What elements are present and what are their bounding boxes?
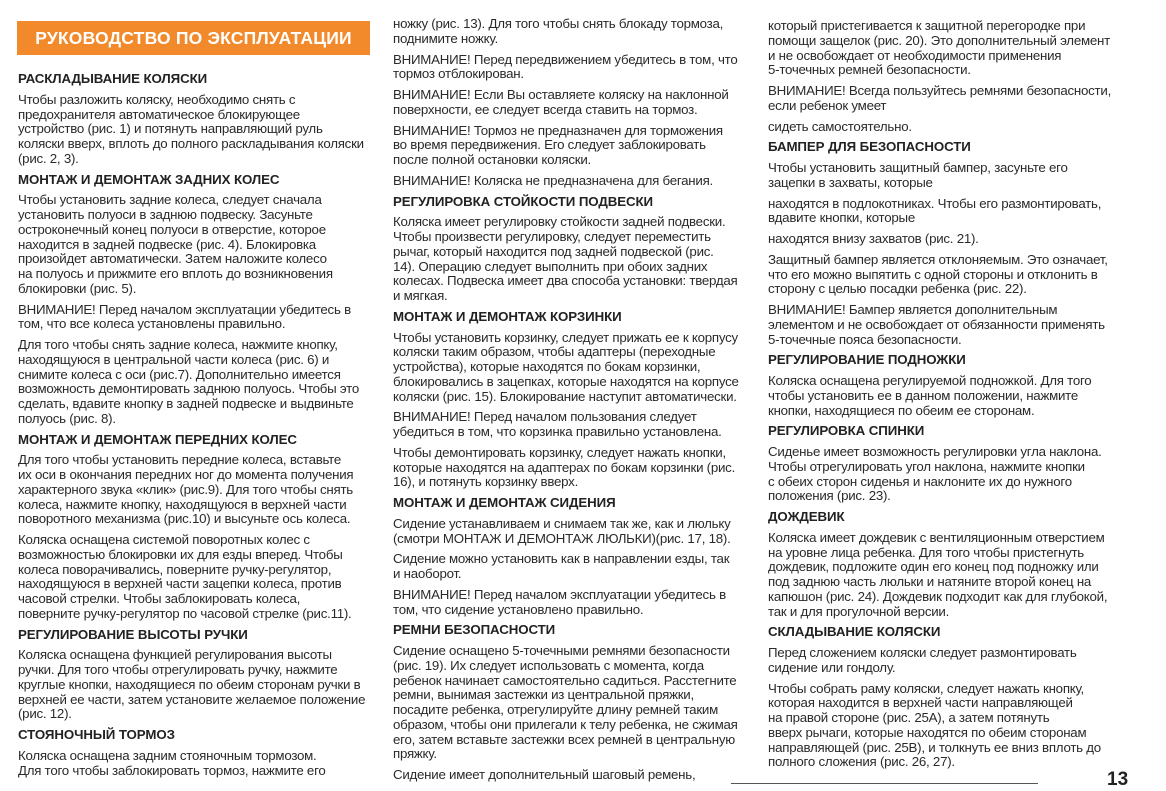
paragraph: Сидение устанавливаем и снимаем так же, как и люльку (смотри МОНТАЖ И ДЕМОНТАЖ ЛЮЛЬКИ)(рис. 17, 18). bbox=[393, 515, 731, 546]
section-banner bbox=[17, 21, 370, 55]
paragraph: Чтобы демонтировать корзинку, следует нажать кнопки, которые находятся на адаптерах по бокам корзинки (рис. 16), и потянуть корзинку вверх. bbox=[393, 444, 736, 490]
section-heading: РЕГУЛИРОВАНИЕ ВЫСОТЫ РУЧКИ bbox=[18, 626, 248, 642]
paragraph: Защитный бампер является отклоняемым. Это означает, что его можно выпятить с одной стороны и отклонить в сторону с целью посадки ребенка (рис. 22). bbox=[768, 251, 1108, 297]
paragraph: Сиденье имеет возможность регулировки угла наклона. Чтобы отрегулировать угол наклона, нажмите кнопки с обеих сторон сиденья и наклоните их до нужного положения (рис. 23). bbox=[768, 444, 1102, 504]
paragraph: Коляска оснащена системой поворотных колес с возможностью блокировки их для езды вперед. Чтобы колеса поворачивались, поверните ручку-регулятор, находящуюся в верхней части зацепки колеса, против часовой стрелки. Чтобы заблокировать колеса, поверните ручку-регулятор по часовой стрелке (рис.11). bbox=[18, 532, 352, 621]
section-heading: РЕГУЛИРОВКА СПИНКИ bbox=[768, 423, 925, 439]
text-column-1 bbox=[18, 72, 390, 784]
page-number: 13 bbox=[1107, 769, 1129, 790]
paragraph: Коляска имеет регулировку стойкости задней подвески. Чтобы произвести регулировку, следует переместить рычаг, который находится под задней подвеской (рис. 14). Операцию следует выполнить при обоих задних колесах. Подвеска имеет два способа установки: твердая и мягкая. bbox=[393, 214, 738, 303]
section-heading: СТОЯНОЧНЫЙ ТОРМОЗ bbox=[18, 727, 175, 742]
paragraph: ножку (рис. 13). Для того чтобы снять блокаду тормоза, поднимите ножку. bbox=[393, 16, 724, 46]
text-column-3 bbox=[768, 19, 1140, 776]
paragraph: ВНИМАНИЕ! Перед началом пользования следует убедиться в том, что корзинка правильно установлена. bbox=[393, 409, 722, 439]
section-heading: МОНТАЖ И ДЕМОНТАЖ ЗАДНИХ КОЛЕС bbox=[18, 171, 280, 187]
paragraph: Сидение имеет дополнительный шаговый ремень, bbox=[393, 767, 696, 782]
paragraph: Сидение можно установить как в направлении езды, так и наоборот. bbox=[393, 551, 730, 581]
paragraph: ВНИМАНИЕ! Если Вы оставляете коляску на наклонной поверхности, ее следует всегда ставить на тормоз. bbox=[393, 87, 729, 117]
section-heading: МОНТАЖ И ДЕМОНТАЖ ПЕРЕДНИХ КОЛЕС bbox=[18, 431, 297, 447]
section-heading: РАСКЛАДЫВАНИЕ КОЛЯСКИ bbox=[18, 71, 208, 86]
paragraph: Чтобы разложить коляску, необходимо снять с предохранителя автоматическое блокирующее устройство (рис. 1) и потянуть направляющий руль коляски вверх, вплоть до полного раскладывания коляски (рис. 2, 3). bbox=[18, 91, 364, 166]
paragraph: сидеть самостоятельно. bbox=[768, 118, 912, 134]
paragraph: Коляска имеет дождевик с вентиляционным отверстием на уровне лица ребенка. Для того чтобы пристегнуть дождевик, подложите один его конец под подножку или под заднюю часть люльки и натяните второй конец на капюшон (рис. 24). Дождевик подходит как для глубокой, так и для прогулочной версии. bbox=[768, 529, 1108, 619]
section-heading: МОНТАЖ И ДЕМОНТАЖ КОРЗИНКИ bbox=[393, 308, 622, 324]
section-heading: РЕГУЛИРОВАНИЕ ПОДНОЖКИ bbox=[768, 352, 966, 368]
section-heading: РЕМНИ БЕЗОПАСНОСТИ bbox=[393, 622, 556, 638]
paragraph: ВНИМАНИЕ! Всегда пользуйтесь ремнями безопасности, если ребенок умеет bbox=[768, 83, 1112, 113]
paragraph: Сидение оснащено 5-точечными ремнями безопасности (рис. 19). Их следует использовать с момента, когда ребенок начинает самостоятельно садиться. Расстегните ремни, вынимая застежки из центральной пряжки, посадите ребенка, отрегулируйте длину ремней таким образом, чтобы они прилегали к телу ребенка, не сжимая его, затем вставьте застежки всех ремней в центральную пряжку. bbox=[393, 643, 738, 762]
section-heading: СКЛАДЫВАНИЕ КОЛЯСКИ bbox=[768, 624, 941, 640]
paragraph: Чтобы установить задние колеса, следует сначала установить полуоси в заднюю подвеску. Засуньте остроконечный конец полуоси в отверстие, которое находится в задней подвеске (рис. 4). Блокировка произойдет автоматически. Затем наложите колесо на полуось и прижмите его вплоть до возникновения блокировки (рис. 5). bbox=[18, 192, 333, 296]
paragraph: Чтобы собрать раму коляски, следует нажать кнопку, которая находится в верхней части направляющей на правой стороне (рис. 25А), а затем потянуть вверх рычаги, которые находятся по обеим сторонам направляющей (рис. 25В), и толкнуть ее вниз вплоть до полного сложения (рис. 26, 27). bbox=[768, 680, 1101, 770]
paragraph: Коляска оснащена регулируемой подножкой. Для того чтобы установить ее в данном положении, нажмите кнопки, находящиеся по обеим ее сторонам. bbox=[768, 373, 1092, 418]
page-title: РУКОВОДСТВО ПО ЭКСПЛУАТАЦИИ bbox=[35, 27, 352, 48]
paragraph: Перед сложением коляски следует размонтировать сидение или гондолу. bbox=[768, 645, 1077, 675]
section-heading: РЕГУЛИРОВКА СТОЙКОСТИ ПОДВЕСКИ bbox=[393, 193, 653, 209]
section-heading: ДОЖДЕВИК bbox=[768, 509, 845, 524]
paragraph: ВНИМАНИЕ! Коляска не предназначена для бегания. bbox=[393, 172, 713, 188]
paragraph: Чтобы установить корзинку, следует прижать ее к корпусу коляски таким образом, чтобы адаптеры (переходные устройства), которые находятся по бокам корзинки, блокировались в зацепках, которые находятся на корпусе коляски (рис. 15). Блокирование наступит автоматически. bbox=[393, 329, 739, 404]
paragraph: Чтобы установить защитный бампер, засуньте его зацепки в захваты, которые bbox=[768, 160, 1068, 190]
text-column-2 bbox=[393, 17, 765, 789]
section-heading: БАМПЕР ДЛЯ БЕЗОПАСНОСТИ bbox=[768, 139, 971, 155]
paragraph: ВНИМАНИЕ! Перед началом эксплуатации убедитесь в том, что все колеса установлены правильно. bbox=[18, 301, 351, 332]
paragraph: находятся внизу захватов (рис. 21). bbox=[768, 231, 979, 246]
paragraph: ВНИМАНИЕ! Бампер является дополнительным элементом и не освобождает от обязанности применять 5-точечные пояса безопасности. bbox=[768, 302, 1105, 347]
paragraph: ВНИМАНИЕ! Перед началом эксплуатации убедитесь в том, что сидение установлено правильно. bbox=[393, 586, 726, 617]
paragraph: ВНИМАНИЕ! Тормоз не предназначен для торможения во время передвижения. Его следует заблокировать после полной остановки коляски. bbox=[393, 122, 723, 167]
footer-divider bbox=[731, 783, 1038, 784]
paragraph: Для того чтобы снять задние колеса, нажмите кнопку, находящуюся в центральной части колеса (рис. 6) и снимите колеса с оси (рис.7). Дополнительно имеется возможность демонтировать заднюю полуось. Чтобы это сделать, вдавите кнопку в задней подвеске и выдвиньте полуось (рис. 8). bbox=[18, 337, 359, 426]
paragraph: ВНИМАНИЕ! Перед передвижением убедитесь в том, что тормоз отблокирован. bbox=[393, 51, 738, 82]
paragraph: который пристегивается к защитной перегородке при помощи защелок (рис. 20). Это дополнительный элемент и не освобождает от необходимости применения 5-точечных ремней безопасности. bbox=[768, 18, 1110, 78]
paragraph: Для того чтобы установить передние колеса, вставьте их оси в окончания передних ног до момента получения характерного звука «клик» (рис.9). Для того чтобы снять колеса, нажмите кнопку, находящуюся в верхней части поворотного механизма (рис.10) и высуньте ось колеса. bbox=[18, 452, 354, 527]
paragraph: Коляска оснащена задним стояночным тормозом. Для того чтобы заблокировать тормоз, нажмите его bbox=[18, 747, 326, 778]
paragraph: Коляска оснащена функцией регулирования высоты ручки. Для того чтобы отрегулировать ручку, нажмите круглые кнопки, находящиеся по обеим сторонам ручки в верхней ее части, затем установите желаемое положение (рис. 12). bbox=[18, 647, 366, 722]
section-heading: МОНТАЖ И ДЕМОНТАЖ СИДЕНИЯ bbox=[393, 495, 616, 510]
paragraph: находятся в подлокотниках. Чтобы его размонтировать, вдавите кнопки, которые bbox=[768, 195, 1102, 226]
